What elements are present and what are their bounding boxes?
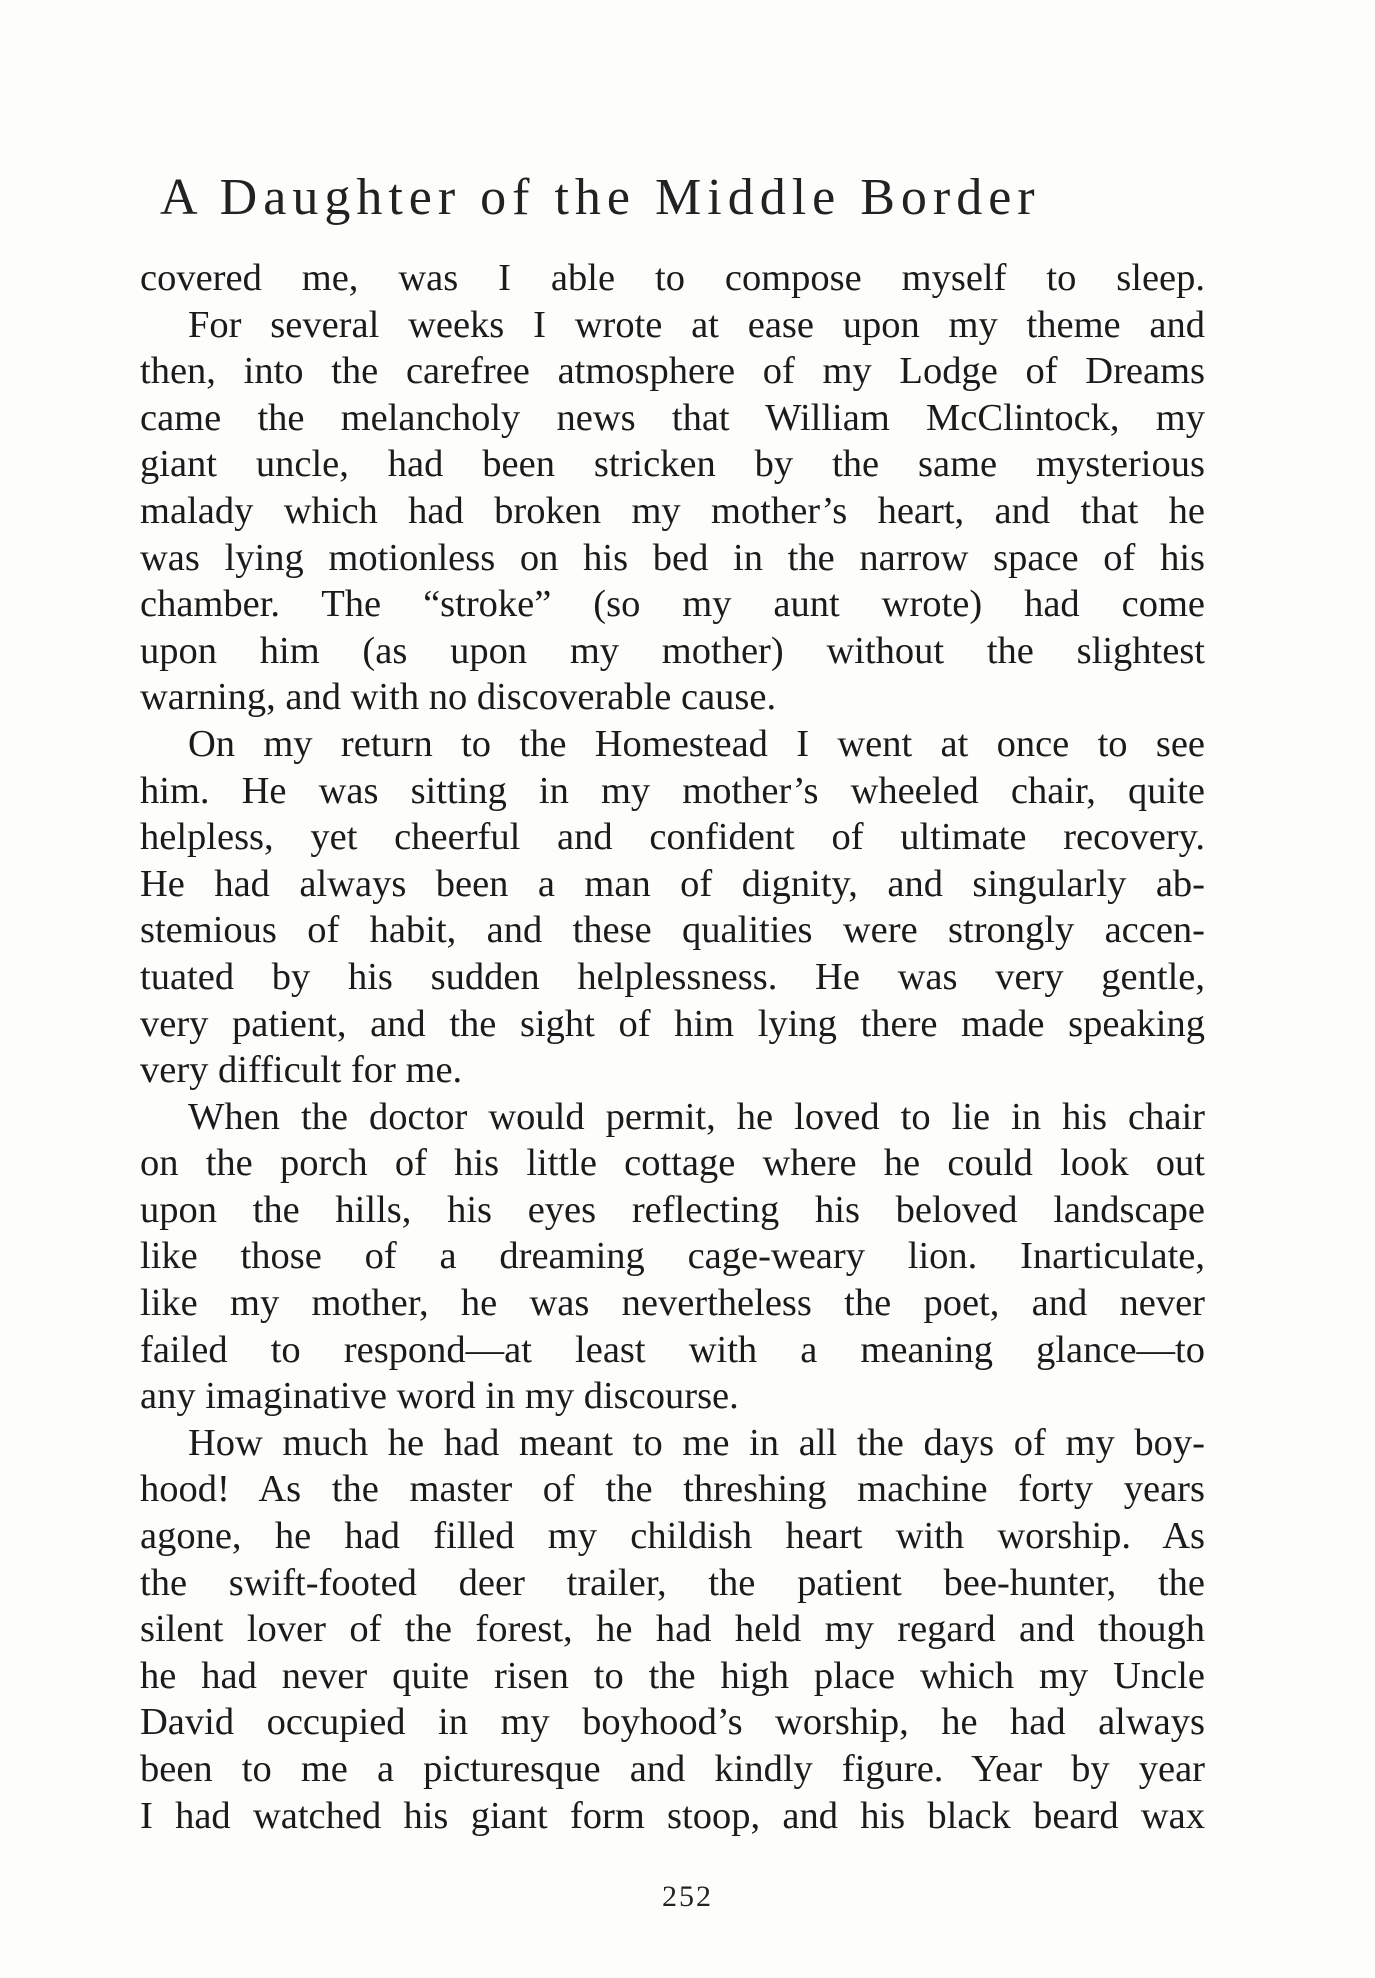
text-line: hood! As the master of the threshing machine forty years <box>140 1468 1205 1511</box>
text-line: upon him (as upon my mother) without the slightest <box>140 629 1205 672</box>
text-line: warning, and with no discoverable cause. <box>140 676 777 719</box>
text-line: on the porch of his little cottage where he could look out <box>140 1142 1205 1185</box>
text-line: I had watched his giant form stoop, and his black beard wax <box>140 1794 1205 1837</box>
text-line: malady which had broken my mother’s heart, and that he <box>140 489 1205 532</box>
text-line: upon the hills, his eyes reflecting his beloved landscape <box>140 1188 1205 1231</box>
text-line: very difficult for me. <box>140 1049 463 1092</box>
text-line: any imaginative word in my discourse. <box>140 1375 739 1418</box>
text-line: How much he had meant to me in all the days of my boy- <box>188 1421 1205 1464</box>
text-line: silent lover of the forest, he had held my regard and though <box>140 1608 1205 1651</box>
text-line: then, into the carefree atmosphere of my Lodge of Dreams <box>140 350 1205 393</box>
text-line: chamber. The “stroke” (so my aunt wrote) had come <box>140 583 1205 626</box>
text-line: tuated by his sudden helplessness. He was very gentle, <box>140 955 1205 998</box>
text-line: him. He was sitting in my mother’s wheeled chair, quite <box>140 769 1205 812</box>
text-line: For several weeks I wrote at ease upon my theme and <box>188 303 1205 346</box>
text-line: been to me a picturesque and kindly figure. Year by year <box>140 1748 1205 1790</box>
text-line: stemious of habit, and these qualities were strongly accen- <box>140 909 1205 952</box>
text-line: covered me, was I able to compose myself to sleep. <box>140 257 1205 299</box>
page-number: 252 <box>662 1880 713 1913</box>
text-line: When the doctor would permit, he loved to lie in his chair <box>188 1095 1205 1138</box>
body-text <box>140 255 1205 1839</box>
text-line: helpless, yet cheerful and confident of ultimate recovery. <box>140 816 1205 859</box>
text-line: like my mother, he was nevertheless the poet, and never <box>140 1282 1205 1325</box>
text-line: agone, he had filled my childish heart with worship. As <box>140 1515 1205 1558</box>
text-line: On my return to the Homestead I went at once to see <box>188 722 1205 765</box>
running-header: A Daughter of the Middle Border <box>160 169 1041 226</box>
text-line: came the melancholy news that William McClintock, my <box>140 396 1205 439</box>
text-line: David occupied in my boyhood’s worship, he had always <box>140 1701 1205 1744</box>
text-line: the swift-footed deer trailer, the patient bee-hunter, the <box>140 1561 1205 1604</box>
text-line: failed to respond—at least with a meaning glance—to <box>140 1328 1205 1371</box>
text-line: He had always been a man of dignity, and singularly ab- <box>140 862 1205 905</box>
text-line: like those of a dreaming cage-weary lion. Inarticulate, <box>140 1235 1205 1278</box>
text-line: was lying motionless on his bed in the narrow space of his <box>140 536 1205 579</box>
text-line: he had never quite risen to the high place which my Uncle <box>140 1654 1205 1697</box>
text-line: very patient, and the sight of him lying there made speaking <box>140 1002 1205 1045</box>
text-line: giant uncle, had been stricken by the same mysterious <box>140 443 1205 486</box>
